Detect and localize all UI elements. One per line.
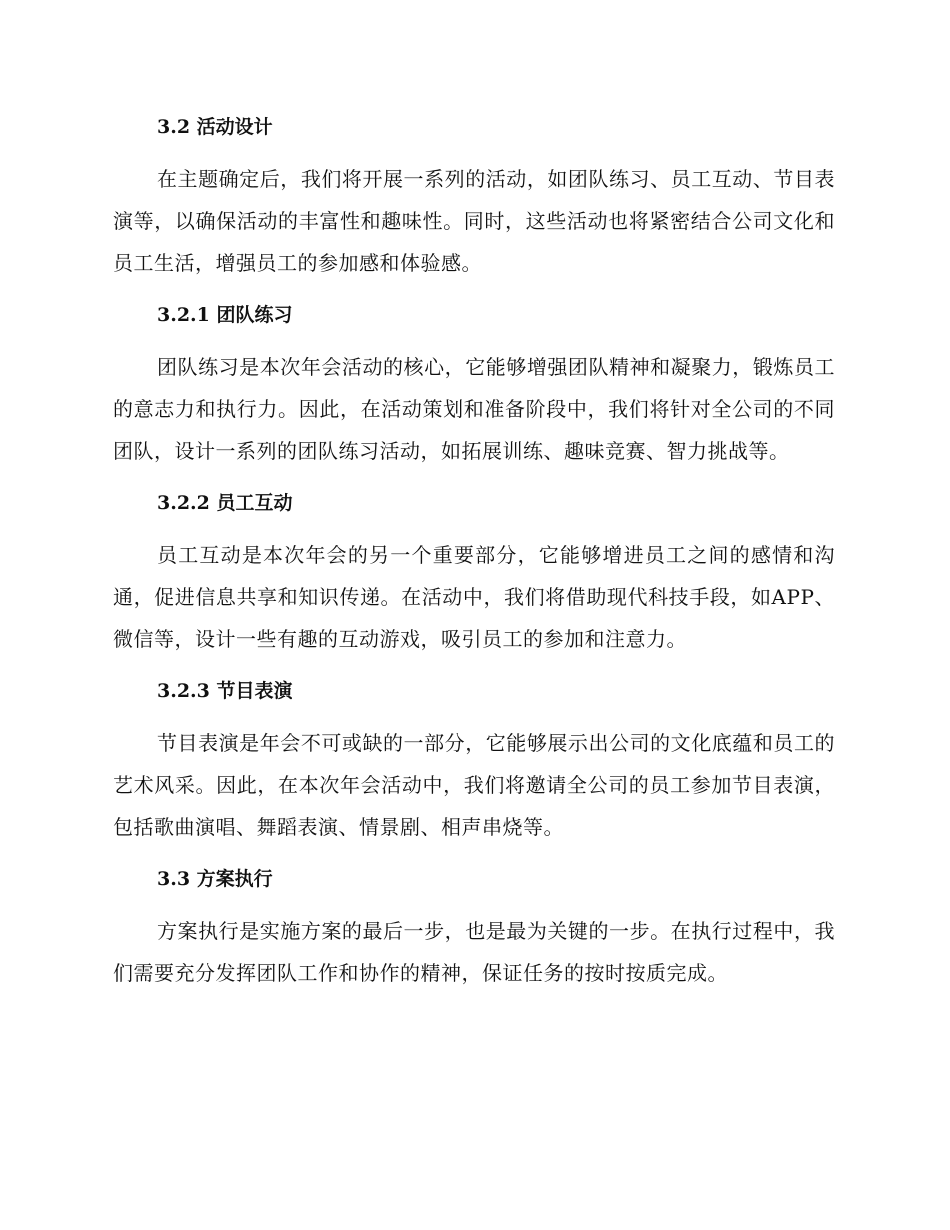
section-heading-3-2-2: 3.2.2 员工互动 xyxy=(157,492,293,514)
document-body xyxy=(113,110,835,994)
section-paragraph-3-2-1: 团队练习是本次年会活动的核心，它能够增强团队精神和凝聚力，锻炼员工的意志力和执行力。因此，在活动策划和准备阶段中，我们将针对全公司的不同团队，设计一系列的团队练习活动，如拓展训练、趣味竞赛、智力挑战等。 xyxy=(113,355,835,463)
section-heading-3-2-3: 3.2.3 节目表演 xyxy=(157,680,293,702)
section-paragraph-3-2-3: 节目表演是年会不可或缺的一部分，它能够展示出公司的文化底蕴和员工的艺术风采。因此，在本次年会活动中，我们将邀请全公司的员工参加节目表演，包括歌曲演唱、舞蹈表演、情景剧、相声串烧等。 xyxy=(113,731,835,839)
section-paragraph-3-3: 方案执行是实施方案的最后一步，也是最为关键的一步。在执行过程中，我们需要充分发挥团队工作和协作的精神，保证任务的按时按质完成。 xyxy=(113,919,835,985)
section-heading-3-3: 3.3 方案执行 xyxy=(157,868,273,890)
section-paragraph-3-2: 在主题确定后，我们将开展一系列的活动，如团队练习、员工互动、节目表演等，以确保活动的丰富性和趣味性。同时，这些活动也将紧密结合公司文化和员工生活，增强员工的参加感和体验感。 xyxy=(113,167,835,275)
section-paragraph-3-2-2: 员工互动是本次年会的另一个重要部分，它能够增进员工之间的感情和沟通，促进信息共享和知识传递。在活动中，我们将借助现代科技手段，如APP、微信等，设计一些有趣的互动游戏，吸引员工的参加和注意力。 xyxy=(113,543,835,651)
section-heading-3-2: 3.2 活动设计 xyxy=(157,116,273,138)
section-heading-3-2-1: 3.2.1 团队练习 xyxy=(157,304,293,326)
